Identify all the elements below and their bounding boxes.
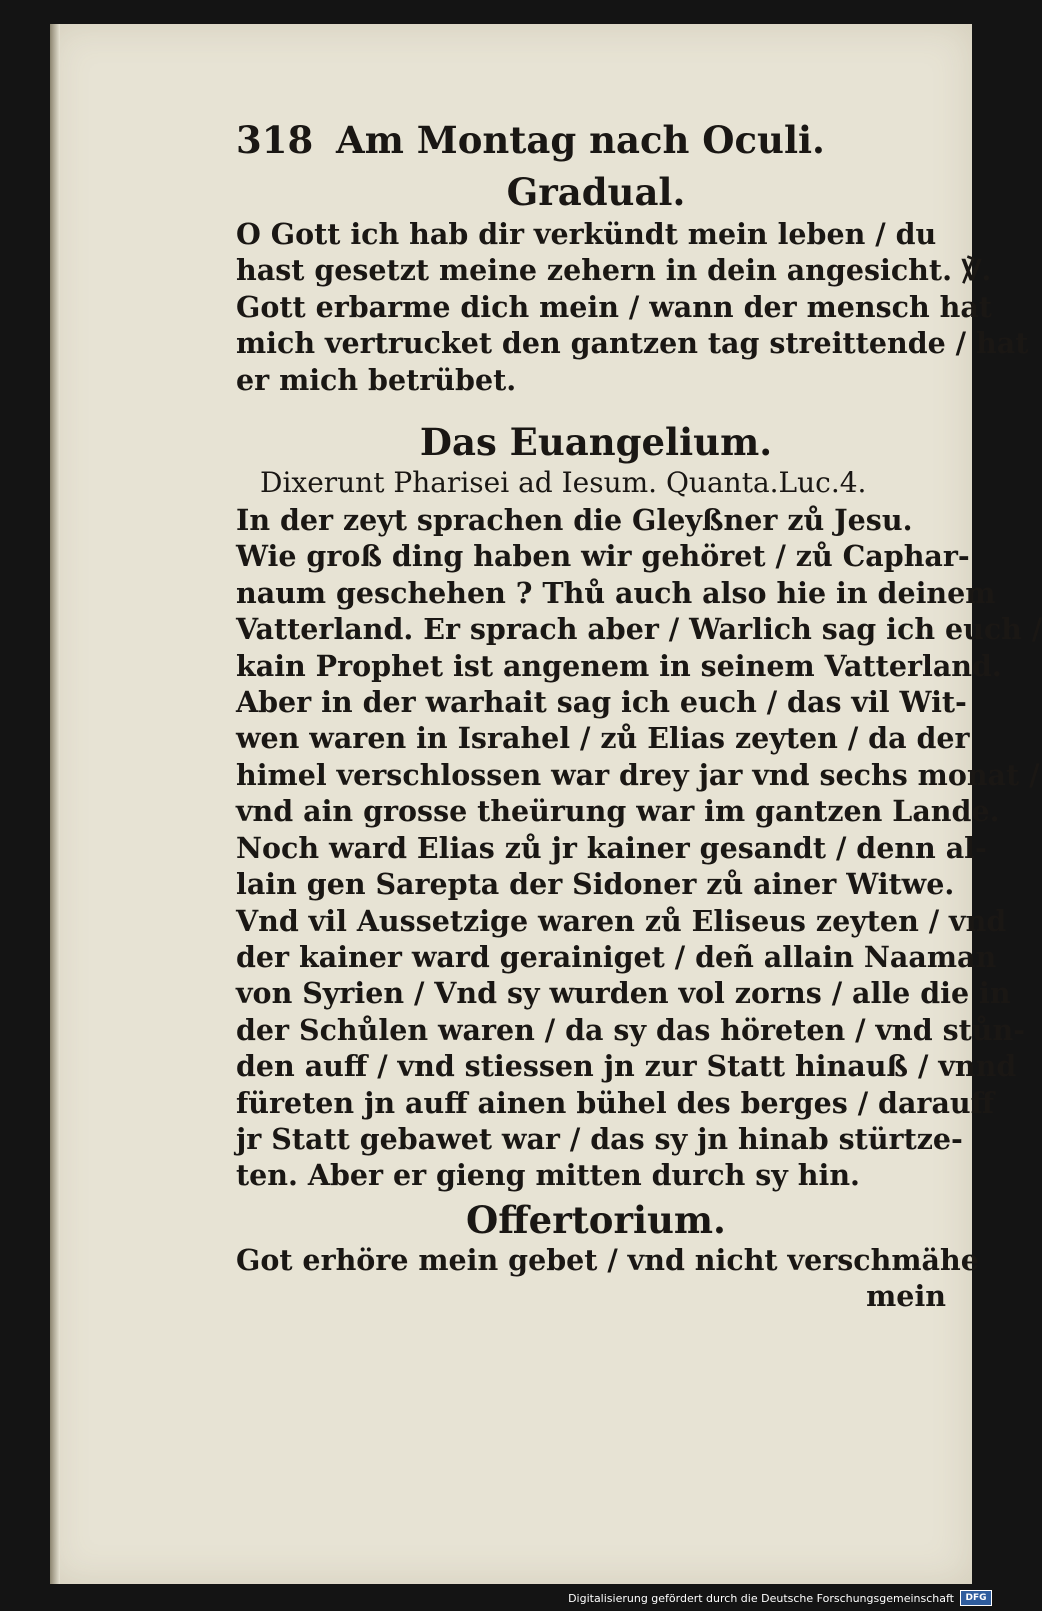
text-line: der kainer ward gerainiget / deñ allain Naaman bbox=[236, 939, 997, 974]
text-line: Noch ward Elias zů jr kainer gesandt / denn al- bbox=[236, 830, 987, 865]
dfg-logo-icon: DFG bbox=[960, 1590, 992, 1606]
offertorium-text bbox=[236, 1242, 979, 1278]
text-line: himel verschlossen war drey jar vnd sechs monat / bbox=[236, 757, 1040, 792]
text-line: füreten jn auff ainen bühel des berges / darauff bbox=[236, 1085, 995, 1120]
digitization-credit bbox=[568, 1589, 992, 1607]
text-line: In der zeyt sprachen die Gleyßner zů Jesu. bbox=[236, 503, 913, 538]
text-line: er mich betrübet. bbox=[236, 362, 517, 397]
latin-incipit: Dixerunt Pharisei ad Iesum. Quanta.Luc.4. bbox=[260, 466, 867, 500]
text-line: den auff / vnd stiessen jn zur Statt hinauß / vnnd bbox=[236, 1049, 1017, 1084]
gradual-heading: Gradual. bbox=[506, 170, 686, 214]
text-line: ten. Aber er gieng mitten durch sy hin. bbox=[236, 1158, 860, 1193]
text-line: Got erhöre mein gebet / vnd nicht verschmähe bbox=[236, 1242, 979, 1277]
text-line: mich vertrucket den gantzen tag streittende / hat bbox=[236, 326, 1029, 361]
text-line: der Schůlen waren / da sy das höreten / vnd stůn- bbox=[236, 1012, 1026, 1047]
credit-text: Digitalisierung gefördert durch die Deutsche Forschungsgemeinschaft bbox=[568, 1591, 954, 1605]
offertorium-heading: Offertorium. bbox=[466, 1197, 726, 1242]
gradual-text bbox=[236, 216, 1029, 398]
page-spine-shadow bbox=[50, 24, 60, 1584]
text-line: Aber in der warhait sag ich euch / das vil Wit- bbox=[236, 685, 967, 720]
text-line: Wie groß ding haben wir gehöret / zů Caphar- bbox=[236, 539, 970, 574]
page-number: 318 bbox=[236, 118, 314, 162]
page-text-block bbox=[236, 118, 1042, 1314]
text-line: O Gott ich hab dir verkündt mein leben / du bbox=[236, 217, 937, 251]
running-head-title: Am Montag nach Oculi. bbox=[336, 118, 825, 162]
text-line: lain gen Sarepta der Sidoner zů ainer Witwe. bbox=[236, 867, 955, 902]
text-line: hast gesetzt meine zehern in dein angesicht. ℣. bbox=[236, 253, 992, 288]
text-line: jr Statt gebawet war / das sy jn hinab stürtze- bbox=[236, 1121, 963, 1156]
evangelium-text bbox=[236, 502, 1042, 1194]
text-line: Vnd vil Aussetzige waren zů Eliseus zeyten / vnd bbox=[236, 903, 1007, 938]
text-line: Gott erbarme dich mein / wann der mensch hat bbox=[236, 289, 992, 324]
text-line: von Syrien / Vnd sy wurden vol zorns / alle die in bbox=[236, 976, 1011, 1011]
text-line: vnd ain grosse theürung war im gantzen Lande. bbox=[236, 794, 1000, 829]
running-head bbox=[236, 118, 956, 170]
catchword: mein bbox=[866, 1279, 946, 1314]
evangelium-heading: Das Euangelium. bbox=[419, 420, 773, 465]
text-line: kain Prophet ist angenem in seinem Vatterland. bbox=[236, 648, 1002, 683]
text-line: Vatterland. Er sprach aber / Warlich sag ich euch / bbox=[236, 612, 1042, 647]
text-line: naum geschehen ? Thů auch also hie in deinem bbox=[236, 575, 996, 610]
text-line: wen waren in Israhel / zů Elias zeyten / da der bbox=[236, 721, 970, 756]
book-page bbox=[50, 24, 1042, 1584]
